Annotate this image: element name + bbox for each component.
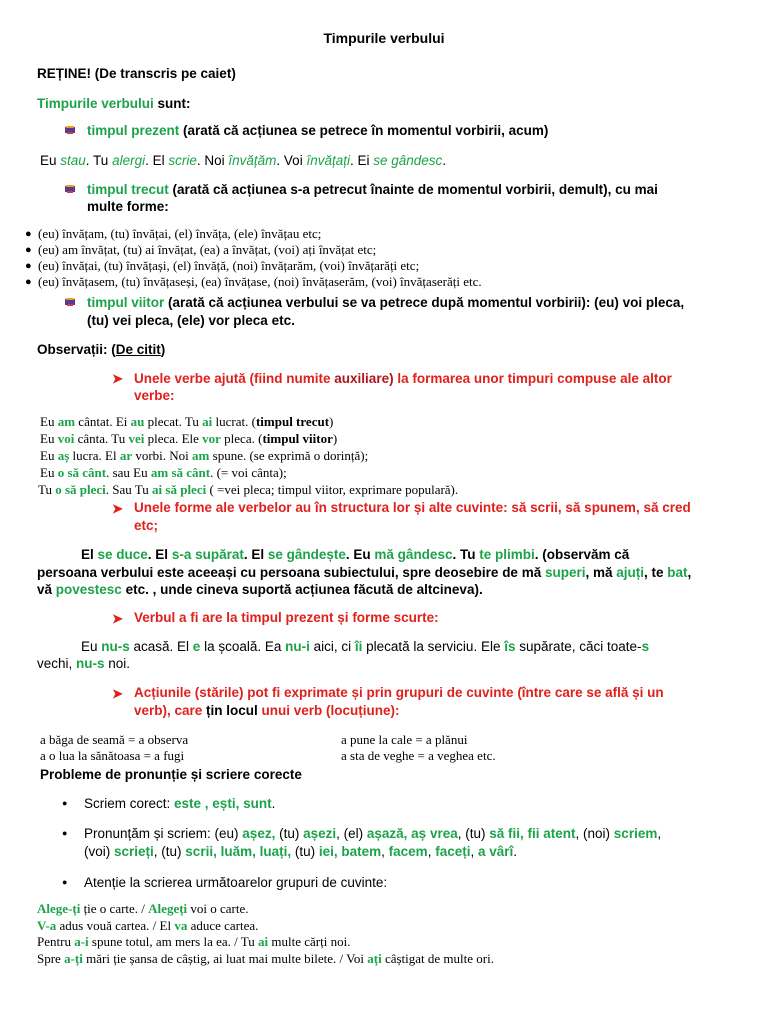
probleme-heading: Probleme de pronunție și scriere corecte: [40, 767, 302, 782]
text-run: lucrat. (: [212, 414, 256, 429]
highlighted-word: superi: [544, 565, 586, 580]
text-run: .: [513, 844, 518, 859]
highlighted-word: ai: [202, 414, 213, 429]
highlighted-word: ai să pleci: [152, 482, 207, 497]
highlighted-word: ați: [367, 951, 382, 966]
highlighted-word: te plimbi: [479, 547, 535, 562]
prezent-label: timpul prezent: [87, 123, 180, 138]
aux-text-1: Unele verbe ajută (fiind numite: [134, 371, 335, 386]
text-run: aici, ci: [309, 639, 355, 654]
retine-line: [37, 66, 236, 82]
afi-par-line-1: [81, 639, 649, 655]
locutiune-left: a băga de seamă = a observa: [40, 732, 189, 747]
highlighted-word: scriem: [613, 826, 658, 841]
book-icon: [64, 296, 76, 308]
text-run: (tu): [291, 844, 319, 859]
arrow-right-icon: ➤: [112, 371, 123, 386]
aux-example-line: [38, 483, 458, 498]
highlighted-word: o să pleci: [55, 482, 106, 497]
highlighted-word: așezi: [303, 826, 337, 841]
highlighted-word: ar: [119, 448, 133, 463]
highlighted-word: mă gândesc: [374, 547, 453, 562]
actiuni-text: verb), care: [134, 703, 207, 718]
text-run: .: [442, 153, 447, 168]
highlighted-word: vor: [202, 431, 221, 446]
text-run: ,: [657, 826, 662, 841]
highlighted-word: faceți: [435, 844, 471, 859]
highlighted-word: facem: [388, 844, 428, 859]
text-run: (voi): [84, 844, 114, 859]
highlighted-word: stau: [60, 153, 86, 168]
text-run: , te: [644, 565, 668, 580]
grup-line: [37, 935, 350, 950]
text-run: (tu): [275, 826, 304, 841]
highlighted-word: iei, batem: [318, 844, 382, 859]
observatii-open: (: [107, 342, 116, 357]
forme-sep: ,: [635, 500, 644, 515]
highlighted-word: este , ești, sunt: [174, 796, 272, 811]
viitor-desc: (arată că acțiunea verbului se va petrece după momentul vorbirii): (eu) voi pleca,: [164, 295, 685, 310]
text-run: . Voi: [276, 153, 307, 168]
pronuntam-line-2: [84, 844, 517, 860]
viitor-label: timpul viitor: [87, 295, 165, 310]
arrow-right-icon: ➤: [112, 501, 123, 516]
actiuni-line: Acțiunile (stările) pot fi exprimate și prin grupuri de cuvinte (între care se află și un: [134, 685, 664, 700]
text-run: . El: [145, 153, 169, 168]
corect-line: [84, 796, 275, 812]
pronoun-par-line-1: [81, 547, 629, 563]
trecut-form: (eu) învățam, (tu) învățai, (el) învăța, (ele) învățau etc;: [38, 226, 322, 241]
text-run: timpul trecut: [255, 414, 330, 429]
text-run: Eu: [40, 414, 58, 429]
text-run: vorbi. Noi: [132, 448, 193, 463]
black-dot-icon: ●: [62, 877, 68, 887]
text-run: pleca. Ele: [144, 431, 203, 446]
black-dot-icon: ●: [25, 228, 32, 240]
black-dot-icon: ●: [25, 260, 32, 272]
grup-line: [37, 919, 258, 934]
afi-line: Verbul a fi are la timpul prezent și forme scurte:: [134, 610, 439, 625]
text-run: Eu: [40, 448, 58, 463]
highlighted-word: scrii, luăm, luați,: [185, 844, 292, 859]
text-run: Pronunțăm și scriem: (eu): [84, 826, 243, 841]
text-run: . Noi: [196, 153, 229, 168]
text-run: ,: [381, 844, 389, 859]
aux-term: auxiliare): [334, 371, 394, 386]
prezent-examples: [40, 153, 446, 169]
text-run: spune. (se exprimă o dorință);: [209, 448, 369, 463]
text-run: ): [329, 414, 334, 429]
highlighted-word: povestesc: [55, 582, 122, 597]
text-run: . Tu: [452, 547, 480, 562]
aux-example-line: [40, 449, 368, 464]
text-run: . (observăm că: [534, 547, 630, 562]
text-run: , mă: [585, 565, 617, 580]
text-run: , (el): [336, 826, 367, 841]
highlighted-word: a-ți: [64, 951, 83, 966]
text-run: , (tu): [457, 826, 490, 841]
highlighted-word: îs: [504, 639, 516, 654]
text-run: multe cărți noi.: [268, 934, 351, 949]
observatii-heading: [37, 342, 165, 358]
text-run: voi o carte.: [187, 901, 249, 916]
prezent-line: [87, 123, 548, 139]
text-run: lucra. El: [69, 448, 120, 463]
observatii-note: De citit: [115, 342, 161, 357]
text-run: acasă. El: [129, 639, 193, 654]
atentie-line: Atenție la scrierea următoarelor grupuri de cuvinte:: [84, 875, 388, 890]
pronoun-par-line-3: [37, 582, 483, 598]
highlighted-word: se gândește: [267, 547, 346, 562]
locutiune-right: a sta de veghe = a veghea etc.: [341, 748, 496, 763]
trecut-form: (eu) am învățat, (tu) ai învățat, (ea) a învățat, (voi) ați învățat etc;: [38, 242, 377, 257]
text-run: ( =vei pleca; timpul viitor, exprimare populară).: [206, 482, 459, 497]
black-dot-icon: ●: [62, 798, 68, 808]
locutiune-right: a pune la cale = a plănui: [341, 732, 468, 747]
highlighted-word: ajuți: [616, 565, 645, 580]
text-run: ): [332, 431, 338, 446]
highlighted-word: scrie: [168, 153, 197, 168]
highlighted-word: nu-s: [76, 656, 105, 671]
trecut-line-2: multe forme:: [87, 199, 169, 214]
text-run: Eu: [40, 465, 58, 480]
text-run: Pentru: [37, 934, 75, 949]
text-run: pleca. (: [220, 431, 263, 446]
text-run: adus vouă cartea. / El: [56, 918, 175, 933]
intro-rest: sunt:: [153, 96, 191, 111]
text-run: Tu: [38, 482, 56, 497]
actiuni-text-2: unui verb (locuțiune):: [257, 703, 400, 718]
black-dot-icon: ●: [25, 276, 32, 288]
text-run: câștigat de multe ori.: [381, 951, 494, 966]
highlighted-word: o să cânt: [57, 465, 107, 480]
text-run: . Eu: [345, 547, 375, 562]
text-run: . (= voi cânta);: [210, 465, 287, 480]
text-run: aduce cartea.: [187, 918, 259, 933]
book-icon: [64, 183, 76, 195]
highlighted-word: învățați: [306, 153, 350, 168]
highlighted-word: V-a: [37, 918, 57, 933]
highlighted-word: aș: [57, 448, 70, 463]
highlighted-word: alergi: [112, 153, 146, 168]
text-run: Eu: [40, 153, 61, 168]
arrow-right-icon: ➤: [112, 611, 123, 626]
highlighted-word: scrieți: [114, 844, 154, 859]
text-run: Eu: [40, 431, 58, 446]
text-run: vechi,: [37, 656, 77, 671]
trecut-form: (eu) învățasem, (tu) învățaseși, (ea) învățase, (noi) învățaserăm, (voi) învățaserăți etc.: [38, 274, 482, 289]
black-dot-icon: ●: [62, 828, 68, 838]
highlighted-word: au: [130, 414, 145, 429]
text-run: . Ei: [349, 153, 374, 168]
aux-example-line: [40, 415, 333, 430]
text-run: spune totul, am mers la ea. / Tu: [88, 934, 259, 949]
highlighted-word: s: [641, 639, 650, 654]
text-run: , (tu): [153, 844, 186, 859]
highlighted-word: se duce: [97, 547, 148, 562]
black-dot-icon: ●: [25, 244, 32, 256]
retine-note: (De transcris pe caiet): [91, 66, 236, 81]
highlighted-word: învățăm: [228, 153, 277, 168]
text-run: timpul viitor: [262, 431, 333, 446]
book-icon: [64, 124, 76, 136]
viitor-line: [87, 295, 684, 311]
highlighted-word: va: [174, 918, 188, 933]
text-run: cânta. Tu: [74, 431, 129, 446]
highlighted-word: Alege-ți: [37, 901, 81, 916]
highlighted-word: voi: [57, 431, 75, 446]
text-run: ,: [427, 844, 436, 859]
text-run: Spre: [37, 951, 65, 966]
arrow-right-icon: ➤: [112, 686, 123, 701]
page-title: Timpurile verbului: [323, 30, 445, 46]
highlighted-word: a-i: [74, 934, 89, 949]
prezent-desc: (arată că acțiunea se petrece în momentul vorbirii, acum): [179, 123, 549, 138]
locutiune-left: a o lua la sănătoasa = a fugi: [40, 748, 185, 763]
text-run: cântat. Ei: [75, 414, 131, 429]
aux-line: [134, 371, 672, 387]
observatii-close: ): [160, 342, 166, 357]
aux-example-line: [40, 432, 337, 447]
text-run: El: [81, 547, 98, 562]
intro-line: [37, 96, 191, 112]
highlighted-word: să fii, fii atent: [489, 826, 576, 841]
highlighted-word: am: [192, 448, 210, 463]
highlighted-word: așază, aș vrea: [366, 826, 458, 841]
pronuntam-line-1: [84, 826, 661, 842]
grup-line: [37, 902, 249, 917]
text-run: . sau Eu: [106, 465, 151, 480]
forme-ex-2: să cred: [643, 500, 691, 515]
text-run: vă: [37, 582, 56, 597]
highlighted-word: îi: [354, 639, 363, 654]
text-run: . Sau Tu: [105, 482, 153, 497]
highlighted-word: ai: [258, 934, 269, 949]
text-run: noi.: [104, 656, 131, 671]
actiuni-term: țin locul: [206, 703, 258, 718]
highlighted-word: Alegeți: [148, 901, 188, 916]
aux-example-line: [40, 466, 287, 481]
forme-text: Unele forme ale verbelor au în structura lor și alte cuvinte:: [134, 500, 512, 515]
highlighted-word: vei: [128, 431, 145, 446]
actiuni-line-2: [134, 703, 400, 719]
highlighted-word: nu-s: [101, 639, 130, 654]
forme-line: [134, 500, 691, 516]
highlighted-word: așez,: [242, 826, 276, 841]
aux-line-2: verbe:: [134, 388, 175, 403]
text-run: .: [271, 796, 276, 811]
intro-heading: Timpurile verbului: [37, 96, 154, 111]
text-run: mări ție șansa de câștig, ai luat mai multe bilete. / Voi: [82, 951, 368, 966]
text-run: ție o carte. /: [80, 901, 149, 916]
grup-line: [37, 952, 494, 967]
aux-text-2: la formarea unor timpuri compuse ale altor: [393, 371, 672, 386]
viitor-line-2: (tu) vei pleca, (ele) vor pleca etc.: [87, 313, 295, 328]
pronoun-par-line-2: [37, 565, 691, 581]
afi-par-line-2: [37, 656, 130, 672]
text-run: etc. , unde cineva suportă acțiunea făcută de altcineva).: [121, 582, 483, 597]
highlighted-word: nu-i: [285, 639, 310, 654]
trecut-desc: (arată că acțiunea s-a petrecut înainte de momentul vorbirii, demult), cu mai: [168, 182, 658, 197]
forme-ex-1: să scrii, să spunem: [511, 500, 636, 515]
highlighted-word: am: [57, 414, 76, 429]
trecut-form: (eu) învățai, (tu) învățași, (el) învăță, (noi) învățarăm, (voi) învățarăți etc;: [38, 258, 420, 273]
text-run: supărate, căci toate-: [515, 639, 642, 654]
observatii-label: Observații:: [37, 342, 108, 357]
trecut-label: timpul trecut: [87, 182, 169, 197]
text-run: . Tu: [85, 153, 113, 168]
text-run: . El: [243, 547, 268, 562]
text-run: plecată la serviciu. Ele: [362, 639, 505, 654]
retine-label: REȚINE!: [37, 66, 91, 81]
text-run: , (noi): [575, 826, 614, 841]
text-run: ,: [470, 844, 478, 859]
text-run: Eu: [81, 639, 102, 654]
text-run: ,: [687, 565, 692, 580]
text-run: Scriem corect:: [84, 796, 175, 811]
text-run: persoana verbului este aceeași cu persoana subiectului, spre deosebire de mă: [37, 565, 545, 580]
text-run: la școală. Ea: [200, 639, 286, 654]
highlighted-word: bat: [667, 565, 688, 580]
highlighted-word: e: [192, 639, 201, 654]
highlighted-word: a vârî: [478, 844, 514, 859]
trecut-line: [87, 182, 658, 198]
text-run: plecat. Tu: [144, 414, 203, 429]
highlighted-word: se gândesc: [373, 153, 443, 168]
forme-line-2: etc;: [134, 518, 159, 533]
highlighted-word: am să cânt: [150, 465, 211, 480]
text-run: . El: [147, 547, 172, 562]
highlighted-word: s-a supărat: [171, 547, 244, 562]
